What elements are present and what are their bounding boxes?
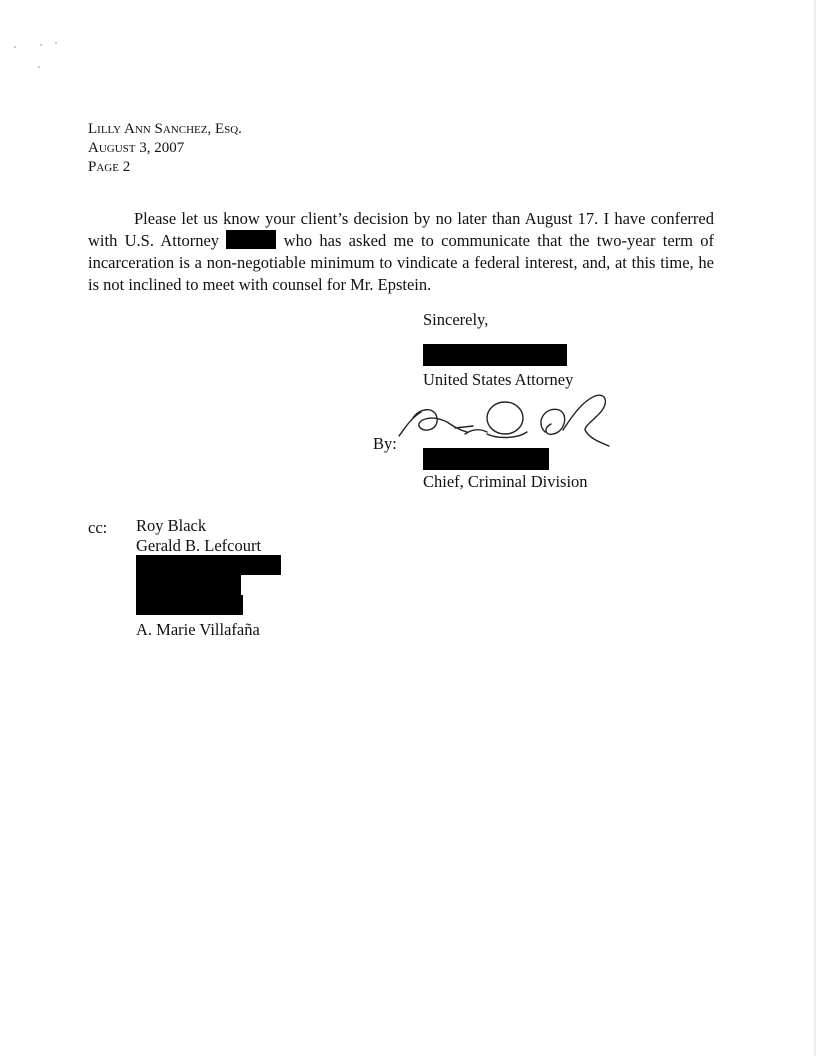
scan-speck [38, 66, 40, 68]
body-paragraph [88, 208, 714, 296]
by-label: By: [373, 434, 397, 453]
redacted-cc-recipient [136, 595, 243, 615]
redacted-name [226, 230, 276, 249]
redacted-signatory-name [423, 344, 567, 366]
signatory-title: United States Attorney [423, 370, 574, 389]
signer-title: Chief, Criminal Division [423, 472, 588, 491]
recipient-name: Lilly Ann Sanchez, Esq. [88, 121, 242, 137]
cc-recipient: Roy Black [136, 516, 207, 535]
handwritten-signature [395, 388, 615, 450]
letter-header [88, 120, 242, 177]
scan-speck [55, 42, 57, 44]
cc-label: cc: [88, 518, 108, 537]
cc-recipient: A. Marie Villafaña [136, 620, 260, 639]
scan-speck [40, 44, 42, 46]
redacted-cc-recipient [136, 555, 281, 575]
scan-speck [14, 46, 16, 48]
cc-recipient: Gerald B. Lefcourt [136, 536, 262, 555]
page-number: Page 2 [88, 159, 131, 175]
salutation: Sincerely, [423, 310, 489, 329]
redacted-signer-name [423, 448, 549, 470]
letter-date: August 3, 2007 [88, 140, 185, 156]
body-text-start: Please let us know your client’s decision by no later than August 17. I have conferred with U.S. Attorney [88, 209, 714, 250]
body-text-end: who has asked me to communicate that the two-year term of incarceration is a non-negotiable minimum to vindicate a federal interest, and, at this time, he is not inclined to meet with counsel for Mr. Epstein. [88, 231, 715, 294]
redacted-cc-recipient [136, 575, 241, 595]
